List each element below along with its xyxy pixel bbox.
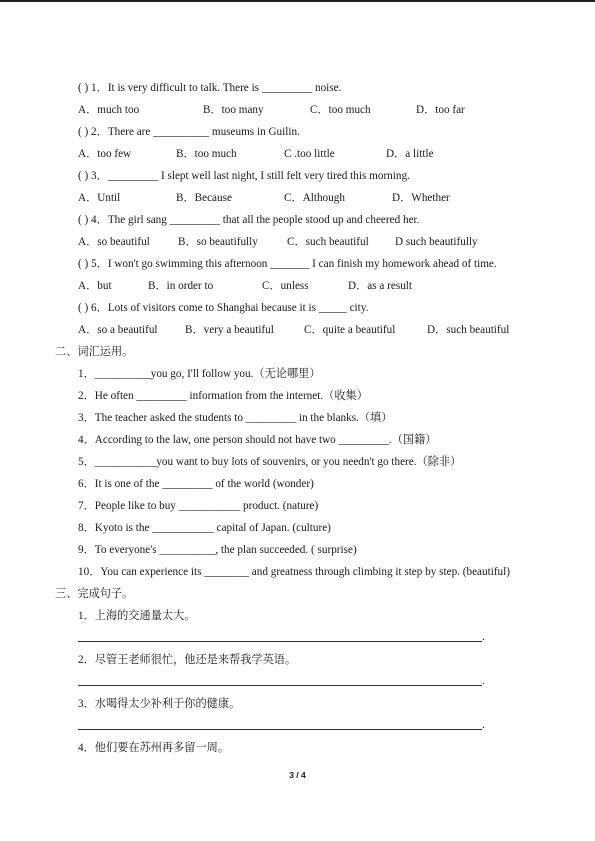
- vocab-item-7: 7．People like to buy ___________ product. (nature): [78, 500, 319, 512]
- section-2-title: 二、词汇运用。: [55, 346, 134, 358]
- question-5: ( ) 5．I won't go swimming this afternoon _______ I can finish my homework ahead of time.: [78, 258, 497, 270]
- option-c: C．unless: [262, 280, 309, 292]
- option-c: C．Although: [284, 192, 345, 204]
- option-d: D．as a result: [348, 280, 413, 292]
- option-a: A．so a beautiful: [78, 324, 158, 336]
- question-6: ( ) 6．Lots of visitors come to Shanghai because it is _____ city.: [78, 302, 369, 314]
- option-b: B．so beautifully: [178, 236, 258, 248]
- option-a: A．so beautiful: [78, 236, 150, 248]
- option-a: A．too few: [78, 148, 132, 160]
- vocab-item-5: 5．___________you want to buy lots of souvenirs, or you needn't go there.（除非）: [78, 456, 462, 468]
- question-2: ( ) 2．There are __________ museums in Guilin.: [78, 126, 300, 138]
- vocab-item-2: 2．He often _________ information from the internet.（收集）: [78, 390, 368, 402]
- question-1: ( ) 1．It is very difficult to talk. There is _________ noise.: [78, 82, 342, 94]
- line-end-period: .: [482, 719, 485, 731]
- sentence-prompt-2: 2．尽管王老师很忙，他还是来帮我学英语。: [78, 654, 297, 666]
- vocab-item-1: 1．__________you go, I'll follow you.（无论哪里）: [78, 368, 321, 380]
- option-b: B．too much: [176, 148, 237, 160]
- vocab-item-4: 4．According to the law, one person should not have two _________.（国籍）: [78, 434, 437, 446]
- line-end-period: .: [482, 675, 485, 687]
- question-3: ( ) 3．_________ I slept well last night, I still felt very tired this morning.: [78, 170, 410, 182]
- option-b: B．too many: [203, 104, 264, 116]
- option-d: D such beautifully: [395, 236, 478, 248]
- option-c: C．too much: [310, 104, 371, 116]
- question-4: ( ) 4．The girl sang _________ that all the people stood up and cheered her.: [78, 214, 420, 226]
- option-c: C .too little: [284, 148, 335, 160]
- vocab-item-3: 3．The teacher asked the students to _________ in the blanks.（填）: [78, 412, 393, 424]
- vocab-item-6: 6．It is one of the _________ of the world (wonder): [78, 478, 314, 490]
- section-3-title: 三、完成句子。: [55, 588, 134, 600]
- sentence-prompt-3: 3．水喝得太少补利于你的健康。: [78, 698, 241, 710]
- option-a: A．Until: [78, 192, 121, 204]
- vocab-item-9: 9．To everyone's __________, the plan succeeded. ( surprise): [78, 544, 357, 556]
- page-number: 3 / 4: [289, 770, 306, 780]
- option-c: C．such beautiful: [287, 236, 369, 248]
- vocab-item-10: 10．You can experience its ________ and greatness through climbing it step by step. (beautiful): [78, 566, 510, 578]
- option-a: A．much too: [78, 104, 140, 116]
- line-end-period: .: [482, 631, 485, 643]
- option-b: B．in order to: [148, 280, 214, 292]
- option-d: D．Whether: [392, 192, 450, 204]
- answer-line-2[interactable]: [78, 685, 482, 686]
- option-d: D．a little: [386, 148, 434, 160]
- option-d: D．such beautiful: [427, 324, 510, 336]
- option-d: D．too far: [416, 104, 465, 116]
- page-top-border: [0, 0, 595, 2]
- option-c: C．quite a beautiful: [304, 324, 396, 336]
- answer-line-1[interactable]: [78, 641, 482, 642]
- option-a: A．but: [78, 280, 112, 292]
- option-b: B．Because: [176, 192, 232, 204]
- sentence-prompt-4: 4．他们要在苏州再多留一周。: [78, 742, 230, 754]
- vocab-item-8: 8．Kyoto is the ___________ capital of Japan. (culture): [78, 522, 331, 534]
- answer-line-3[interactable]: [78, 729, 482, 730]
- sentence-prompt-1: 1．上海的交通量太大。: [78, 610, 196, 622]
- option-b: B．very a beautiful: [185, 324, 274, 336]
